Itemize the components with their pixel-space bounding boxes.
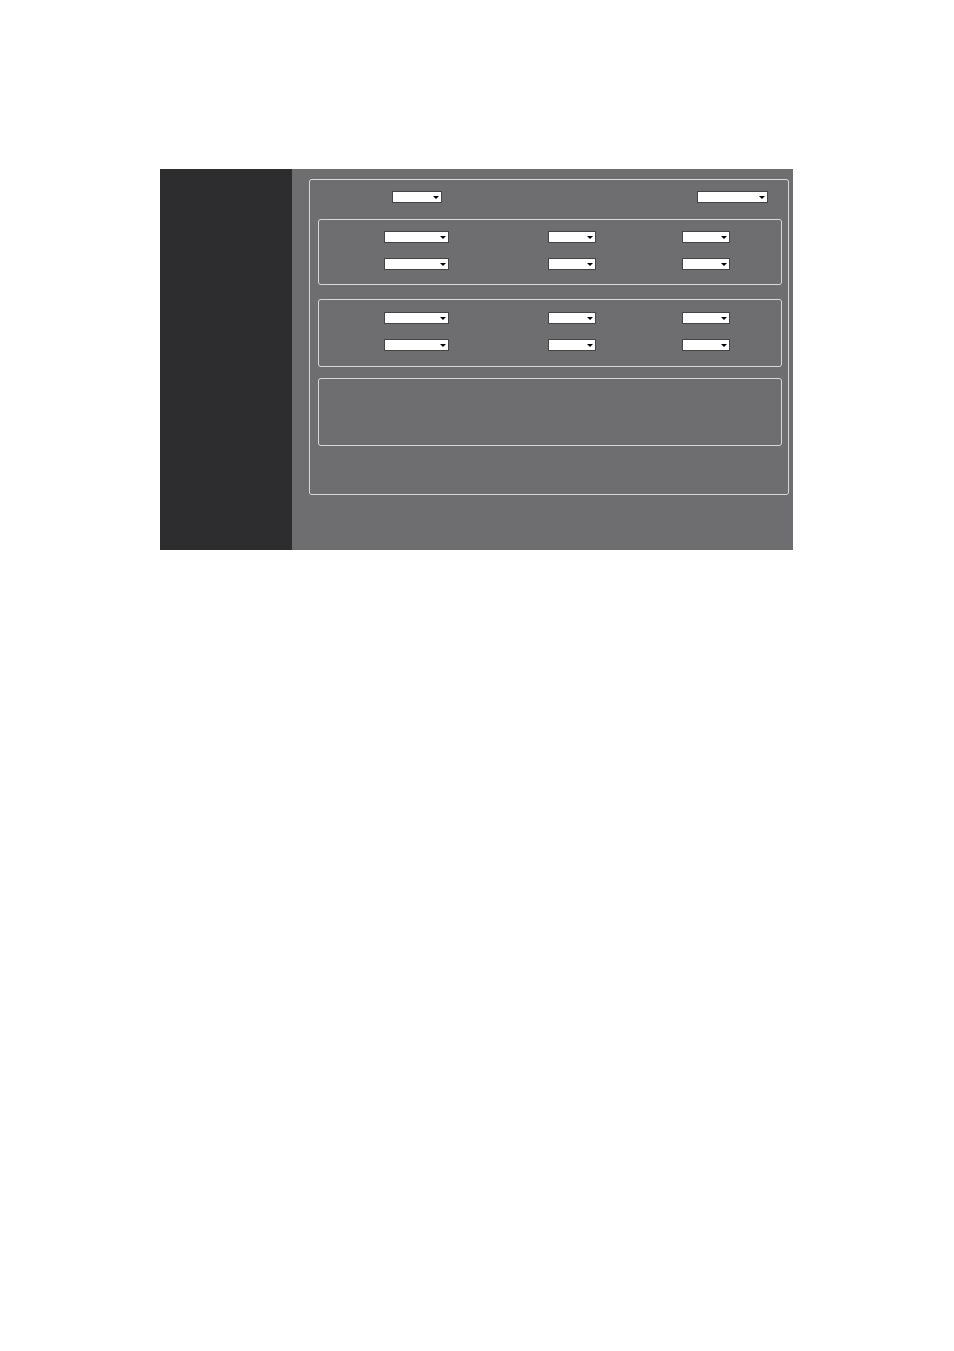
main-frame-rate-select[interactable] xyxy=(682,231,730,243)
config-screenshot xyxy=(160,169,793,550)
sub-video-bitrate-select[interactable] xyxy=(548,339,596,351)
sub-image-quality-select[interactable] xyxy=(548,312,596,324)
main-video-bitrate-select[interactable] xyxy=(548,258,596,270)
main-bitrate-mode-select[interactable] xyxy=(384,258,449,270)
main-image-quality-select[interactable] xyxy=(548,231,596,243)
channel-number-select[interactable] xyxy=(392,191,442,203)
sub-stream-group xyxy=(318,299,782,367)
config-tree xyxy=(160,169,292,550)
sub-frame-rate-select[interactable] xyxy=(682,312,730,324)
main-stream-group xyxy=(318,219,782,285)
sub-bitrate-mode-select[interactable] xyxy=(384,339,449,351)
record-type-select[interactable] xyxy=(697,191,768,203)
sub-video-format-select[interactable] xyxy=(682,339,730,351)
main-bitrate-type-select[interactable] xyxy=(384,231,449,243)
sub-bitrate-type-select[interactable] xyxy=(384,312,449,324)
config-panel xyxy=(292,169,793,550)
main-video-format-select[interactable] xyxy=(682,258,730,270)
channel-name-group xyxy=(318,378,782,446)
